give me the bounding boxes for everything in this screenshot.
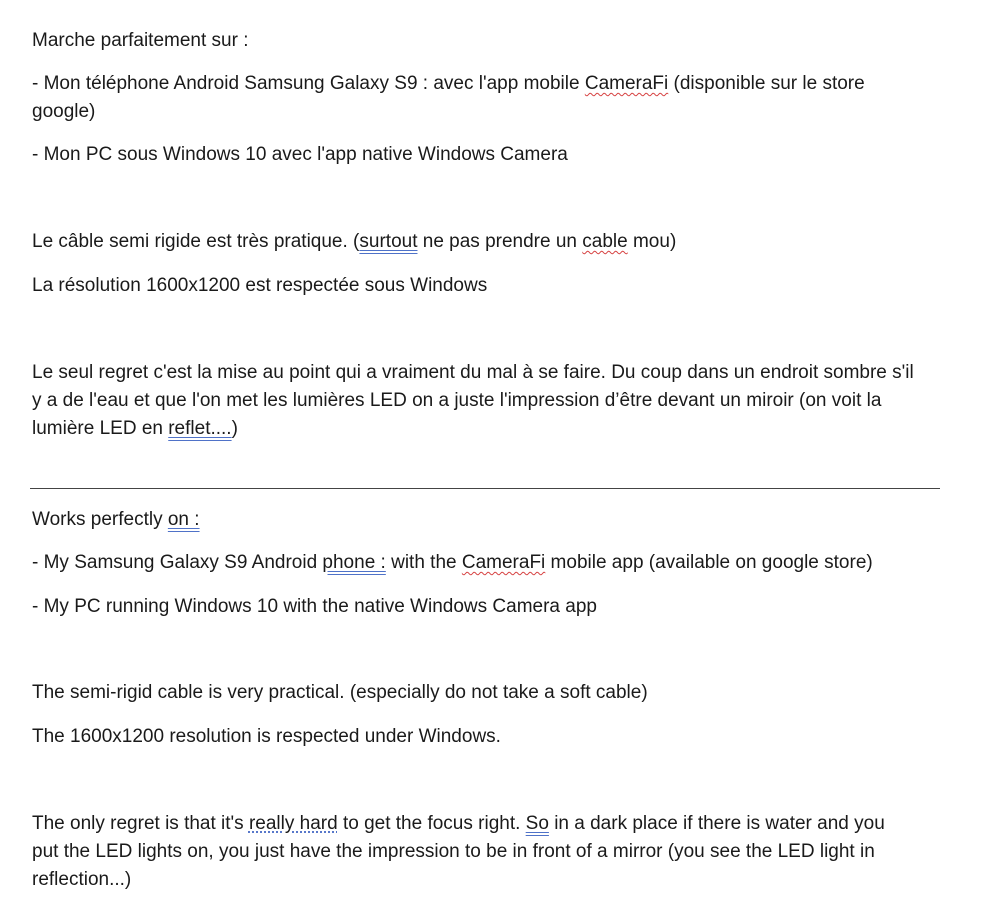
text-run: mobile app (available on google store) xyxy=(545,552,873,573)
section-divider xyxy=(30,488,940,489)
spelling-flag[interactable]: CameraFi xyxy=(584,73,669,94)
fr-pc-line: - Mon PC sous Windows 10 avec l'app native Windows Camera xyxy=(32,144,568,165)
en-intro xyxy=(32,506,200,534)
fr-intro: Marche parfaitement sur : xyxy=(32,30,249,51)
text-run: in a dark place if there is water and you xyxy=(548,813,885,834)
fr-regret-line-2: y a de l'eau et que l'on met les lumières LED on a juste l'impression d’être devant un miroir (on voit la xyxy=(32,390,882,411)
en-phone-line xyxy=(32,549,873,577)
grammar-flag[interactable]: So xyxy=(525,813,549,834)
en-regret-line-1 xyxy=(32,810,885,838)
en-regret-line-2: put the LED lights on, you just have the impression to be in front of a mirror (you see the LED light in xyxy=(32,841,875,862)
text-run: to get the focus right. xyxy=(337,813,526,834)
grammar-flag[interactable]: surtout xyxy=(359,231,418,252)
text-run: (disponible sur le store xyxy=(668,73,865,94)
grammar-flag[interactable]: really hard xyxy=(248,813,338,834)
fr-resolution-line: La résolution 1600x1200 est respectée sous Windows xyxy=(32,275,488,296)
en-pc-line: - My PC running Windows 10 with the native Windows Camera app xyxy=(32,596,597,617)
text-run: ) xyxy=(231,418,238,439)
text-run: lumière LED en xyxy=(32,418,169,439)
spelling-flag[interactable]: cable xyxy=(582,231,628,252)
text-run: The only regret is that it's xyxy=(32,813,249,834)
fr-regret-line-3 xyxy=(32,415,238,443)
text-run: Le câble semi rigide est très pratique. ( xyxy=(32,231,360,252)
text-run: - My Samsung Galaxy S9 Android xyxy=(32,552,323,573)
fr-phone-line-cont: google) xyxy=(32,101,96,122)
text-run: ne pas prendre un xyxy=(417,231,583,252)
grammar-flag[interactable]: reflet.... xyxy=(168,418,232,439)
grammar-flag[interactable]: phone : xyxy=(322,552,386,573)
text-run: - Mon téléphone Android Samsung Galaxy S9 : avec l'app mobile xyxy=(32,73,585,94)
fr-cable-line xyxy=(32,228,676,256)
en-regret-line-3: reflection...) xyxy=(32,869,132,890)
fr-regret-line-1: Le seul regret c'est la mise au point qui a vraiment du mal à se faire. Du coup dans un endroit sombre s'il xyxy=(32,362,914,383)
en-cable-line: The semi-rigid cable is very practical. (especially do not take a soft cable) xyxy=(32,682,648,703)
text-run: Works perfectly xyxy=(32,509,168,530)
spelling-flag[interactable]: CameraFi xyxy=(461,552,546,573)
fr-phone-line xyxy=(32,70,865,98)
grammar-flag[interactable]: on : xyxy=(167,509,200,530)
en-resolution-line: The 1600x1200 resolution is respected under Windows. xyxy=(32,726,501,747)
text-run: with the xyxy=(385,552,462,573)
text-run: mou) xyxy=(627,231,677,252)
